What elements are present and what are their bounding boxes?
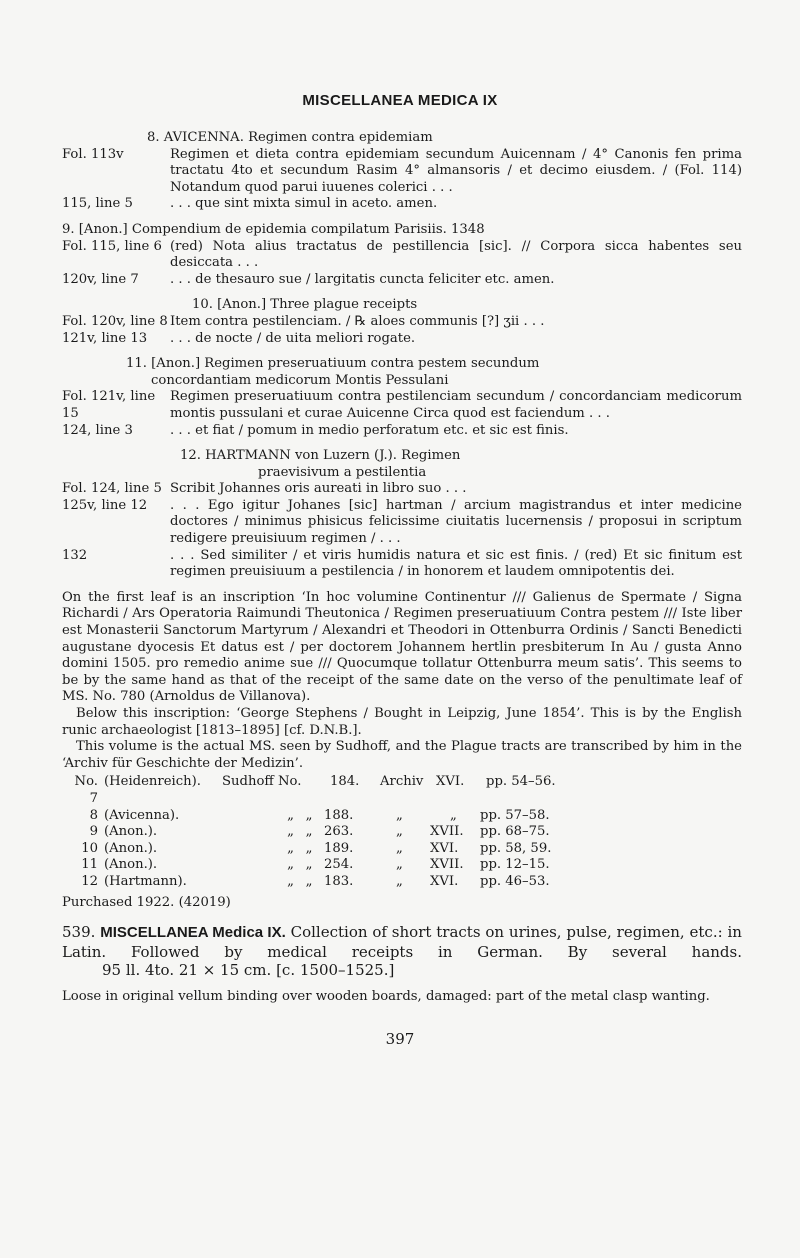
table-cell: No. 7 [74,774,98,806]
folio-ref: Fol. 115, line 6 [62,238,162,254]
table-row [62,841,742,858]
table-cell: „ [396,824,403,840]
table-cell: (Anon.). [104,857,158,873]
folio-row [62,389,742,422]
sudhoff-table [62,774,742,890]
table-cell: 10 [81,840,98,856]
folio-row [62,196,742,213]
table-cell: Archiv [380,774,424,790]
folio-row [62,239,742,272]
table-cell: 12 [81,873,98,889]
folio-ref: Fol. 120v, line 8 [62,313,168,329]
folio-row [62,548,742,581]
table-cell: „ [287,857,294,873]
catalogue-format: 95 ll. 4to. 21 × 15 cm. [c. 1500–1525.] [102,960,395,979]
table-cell: „ [287,873,294,889]
entry-8 [62,130,742,213]
table-row [62,774,742,807]
folio-text: Scribit Johannes oris aureati in libro suo . . . [170,481,467,497]
folio-ref: 124, line 3 [62,422,133,438]
table-cell: „ [396,857,403,873]
table-cell: pp. 12–15. [480,857,550,873]
table-cell: „ [396,840,403,856]
table-cell: XVI. [430,873,459,889]
table-cell: 254. [324,857,354,873]
folio-ref: 121v, line 13 [62,330,148,346]
table-cell: pp. 54–56. [486,774,556,790]
entry-title: 9. [Anon.] Compendium de epidemia compilatum Parisiis. 1348 [62,221,485,237]
folio-text: . . . que sint mixta simul in aceto. amen. [170,196,438,212]
table-cell: pp. 68–75. [480,824,550,840]
table-cell: „ [450,807,457,823]
table-cell: (Avicenna). [104,807,180,823]
table-cell: „ [305,873,313,889]
table-cell: XVII. [430,824,464,840]
note-paragraph: This volume is the actual MS. seen by Sudhoff, and the Plague tracts are transcribed by him in the ‘Archiv für Geschichte der Medizin’. [62,739,742,771]
entry-9 [62,222,742,288]
folio-text: Regimen et dieta contra epidemiam secundum Auicennam / 4° Canonis fen prima tractatu 4to et secundum Rasim 4° almansoris / et decimo eiusdem. / (Fol. 114) Notandum quod parui iuuenes colerici . . . [170,146,742,195]
table-cell: (Anon.). [104,840,158,856]
folio-text: . . . de nocte / de uita meliori rogate. [170,330,416,346]
note-paragraph: Below this inscription: ‘George Stephens / Bought in Leipzig, June 1854’. This is by the English runic archaeologist [1813–1895] [cf. D.N.B.]. [62,706,742,738]
folio-row [62,423,742,440]
table-cell: „ [305,807,313,823]
table-cell: pp. 57–58. [480,807,550,823]
entry-title-line2: concordantiam medicorum Montis Pessulani [151,372,449,388]
folio-text: Item contra pestilenciam. / ℞ aloes communis [?] ʒii . . . [170,313,545,329]
entry-title [62,356,742,389]
table-cell: (Anon.). [104,824,158,840]
entry-12 [62,448,742,581]
table-cell: 188. [324,807,354,823]
entry-title: 8. AVICENNA. Regimen contra epidemiam [147,130,433,145]
table-cell: pp. 46–53. [480,873,550,889]
table-cell: „ [305,857,313,873]
table-cell: Sudhoff No. [222,774,302,790]
body-text [62,130,742,1006]
entry-title-line2: praevisivum a pestilentia [258,464,427,480]
table-cell: „ [287,807,294,823]
table-cell: „ [287,840,294,856]
folio-ref: Fol. 113v [62,146,124,162]
binding-note: Loose in original vellum binding over wooden boards, damaged: part of the metal clasp wanting. [62,989,710,1005]
folio-text: . . . Ego igitur Johanes [sic] hartman / arcium magistrandus et inter medicine doctores / minimus phisicus felicissime ciuitatis lucernensis / proposui in scriptum redigere preuisiuum regimen / . . . [170,497,742,547]
table-cell: „ [305,840,313,856]
folio-ref: Fol. 124, line 5 [62,481,162,497]
folio-text: . . . Sed similiter / et viris humidis natura et sic est finis. / (red) Et sic finitum est regimen preuisiuum a pestilencia / in honorem et laudem omnipotentis dei. [170,547,742,580]
table-cell: „ [396,873,403,889]
table-cell: 263. [324,824,354,840]
folio-ref: 125v, line 12 [62,497,148,513]
catalogue-heading: MISCELLANEA Medica IX. [100,924,286,942]
table-cell: 189. [324,840,354,856]
folio-text: . . . et fiat / pomum in medio perforatum etc. et sic est finis. [170,422,569,438]
table-cell: 184. [330,774,360,790]
folio-row [62,331,742,348]
table-cell: 8 [89,807,98,823]
entry-11 [62,356,742,439]
table-cell: 11 [81,857,98,873]
table-cell: (Heidenreich). [104,774,201,790]
entry-title-line1: 11. [Anon.] Regimen preseruatiuum contra pestem secundum [126,356,540,372]
folio-ref: 115, line 5 [62,196,133,212]
table-cell: XVII. [430,857,464,873]
folio-row [62,147,742,197]
folio-row [62,498,742,548]
table-row [62,857,742,874]
folio-ref: 120v, line 7 [62,271,139,287]
table-cell: (Hartmann). [104,873,187,889]
table-cell: „ [396,807,403,823]
table-cell: 183. [324,873,354,889]
entry-title: 10. [Anon.] Three plague receipts [192,297,418,313]
folio-text: (red) Nota alius tractatus de pestillencia [sic]. // Corpora sicca habentes seu desiccata . . . [170,238,742,271]
catalogue-description: Collection of short tracts on urines, pulse, regimen, etc.: in Latin. Followed by medical receipts in German. By several hands. [62,923,742,961]
table-cell: „ [287,824,294,840]
entry-title-line1: 12. HARTMANN von Luzern (J.). Regimen [180,448,461,464]
table-cell: XVI. [430,840,459,856]
table-cell: 9 [89,824,98,840]
folio-row [62,314,742,331]
entry-10 [62,297,742,347]
table-row [62,874,742,891]
note-paragraph: On the first leaf is an inscription ‘In hoc volumine Continentur /// Galienus de Spermate / Signa Richardi / Ars Operatoria Raimundi Theutonica / Regimen preseruatiuum Contra pestem /// Iste liber est Monasterii Sanctorum Martyrum / Alexandri et Theodori in Ottenburra Ordinis / Sancti Benedicti augustane dyocesis Et datus est / per doctorem Johannem hertlin presbiterum In Au / gusta Anno domini 1505. pro remedio anime sue /// Quocumque tollatur Ottenburra meum satis’. This seems to be by the same hand as that of the receipt of the same date on the verso of the penultimate leaf of MS. No. 780 (Arnoldus de Villanova). [62,589,742,705]
folio-text: . . . de thesauro sue / largitatis cuncta feliciter etc. amen. [170,271,555,287]
table-cell: pp. 58, 59. [480,840,552,856]
table-row [62,824,742,841]
purchase-note: Purchased 1922. (42019) [62,894,231,910]
folio-ref: 132 [62,547,88,563]
table-row [62,808,742,825]
page-number: 397 [385,1030,415,1048]
folio-row [62,481,742,498]
folio-row [62,272,742,289]
table-cell: „ [305,824,313,840]
catalogue-number: 539. [62,923,96,942]
folio-text: Regimen preseruatiuum contra pestilenciam secundum / concordanciam medicorum montis pussulani et curae Auicenne Circa quod est faciendum . . . [170,389,742,421]
running-head: MISCELLANEA MEDICA IX [302,92,498,109]
folio-ref: Fol. 121v, line 15 [62,389,156,421]
table-cell: XVI. [436,774,465,790]
catalogue-entry [62,923,742,979]
entry-title [62,448,742,481]
